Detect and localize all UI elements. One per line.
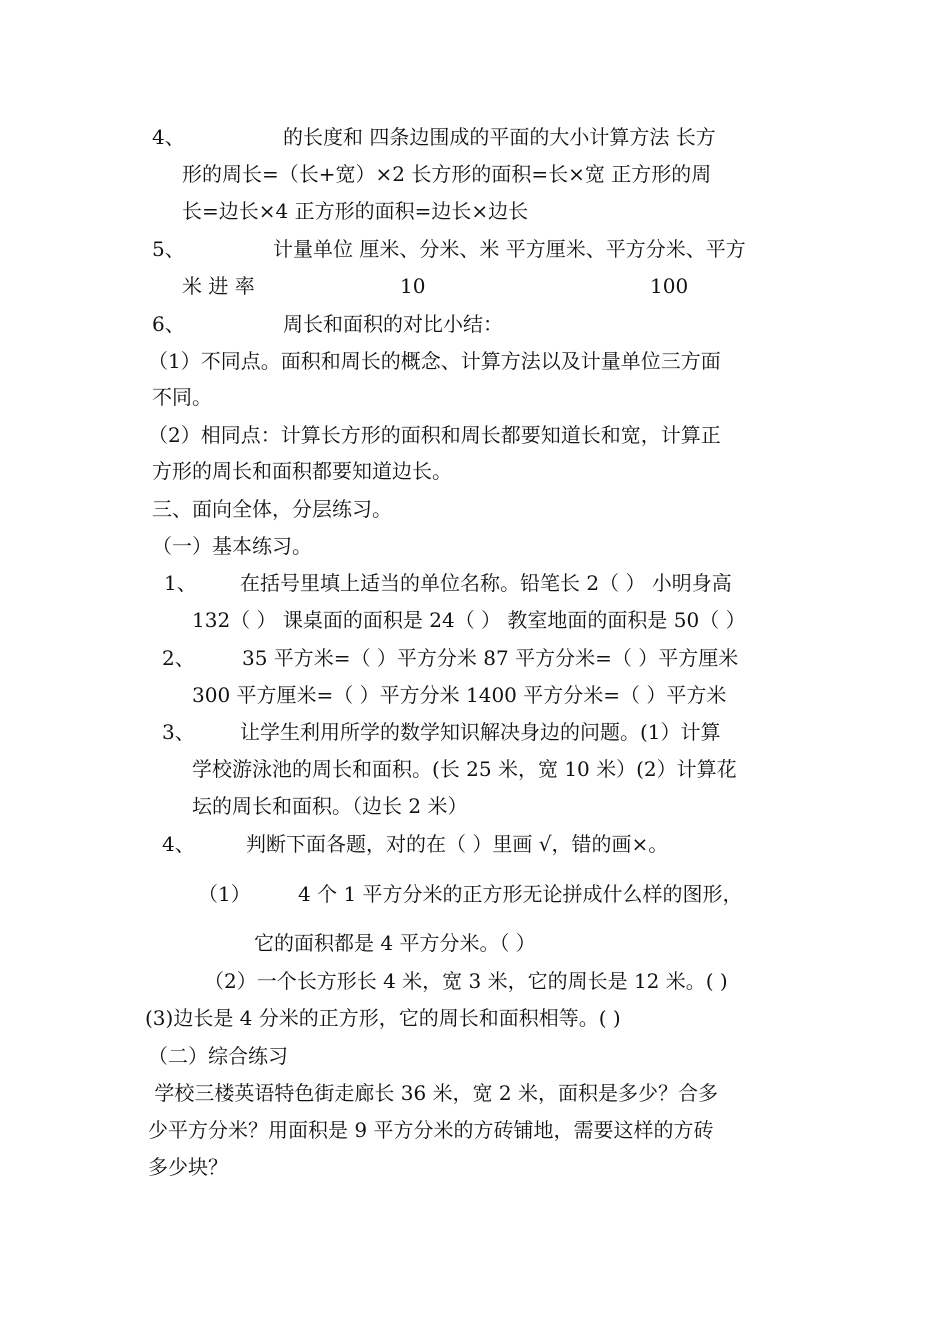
text-line: 让学生利用所学的数学知识解决身边的问题。(1）计算 — [240, 720, 721, 744]
rate-value: 100 — [650, 274, 689, 298]
item-number: 5、 — [152, 237, 185, 261]
subsection-heading: （二）综合练习 — [148, 1044, 288, 1068]
text-line: 的长度和 四条边围成的平面的大小计算方法 长方 — [283, 125, 716, 149]
text-line: 形的周长=（长+宽）×2 长方形的面积=长×宽 正方形的周 — [182, 162, 712, 186]
text-line: 方形的周长和面积都要知道边长。 — [152, 459, 452, 483]
text-line: 它的面积都是 4 平方分米。（ ） — [254, 931, 536, 955]
text-line: 学校游泳池的周长和面积。(长 25 米，宽 10 米）(2）计算花 — [192, 757, 737, 781]
text-line: 判断下面各题，对的在（ ）里画 √，错的画×。 — [246, 832, 669, 856]
text-line: 少平方分米？用面积是 9 平方分米的方砖铺地，需要这样的方砖 — [148, 1118, 714, 1142]
exercise-number: 2、 — [162, 646, 195, 670]
text-line: 132（ ） 课桌面的面积是 24（ ） 教室地面的面积是 50（ ） — [192, 608, 746, 632]
text-line: 4 个 1 平方分米的正方形无论拼成什么样的图形， — [298, 882, 743, 906]
text-line: 长=边长×4 正方形的面积=边长×边长 — [182, 199, 529, 223]
item-number: 6、 — [152, 312, 185, 336]
text-line: 在括号里填上适当的单位名称。铅笔长 2（ ） 小明身高 — [240, 571, 732, 595]
text-line: 计量单位 厘米、分米、米 平方厘米、平方分米、平方 — [273, 237, 746, 261]
text-line: 多少块？ — [148, 1155, 228, 1179]
text-line: （1）不同点。面积和周长的概念、计算方法以及计量单位三方面 — [148, 349, 721, 373]
section-heading: 三、面向全体，分层练习。 — [152, 497, 392, 521]
rate-value: 10 — [400, 274, 426, 298]
subsection-heading: （一）基本练习。 — [152, 534, 312, 558]
exercise-number: 4、 — [162, 832, 195, 856]
question-number: （1） — [198, 882, 251, 906]
text-line: 米 进 率 — [182, 274, 255, 298]
item-number: 4、 — [152, 125, 185, 149]
exercise-number: 1、 — [164, 571, 197, 595]
text-line: 周长和面积的对比小结： — [283, 312, 503, 336]
text-line: 300 平方厘米=（ ）平方分米 1400 平方分米=（ ）平方米 — [192, 683, 727, 707]
text-line: （2）一个长方形长 4 米，宽 3 米，它的周长是 12 米。( ) — [204, 969, 728, 993]
text-line: 坛的周长和面积。（边长 2 米） — [192, 794, 468, 818]
exercise-number: 3、 — [162, 720, 195, 744]
text-line: 不同。 — [152, 385, 212, 409]
text-line: （2）相同点：计算长方形的面积和周长都要知道长和宽，计算正 — [148, 423, 721, 447]
text-line: (3)边长是 4 分米的正方形，它的周长和面积相等。( ) — [145, 1006, 621, 1030]
text-line: 学校三楼英语特色街走廊长 36 米，宽 2 米，面积是多少？合多 — [148, 1081, 718, 1105]
text-line: 35 平方米=（ ）平方分米 87 平方分米=（ ）平方厘米 — [242, 646, 739, 670]
